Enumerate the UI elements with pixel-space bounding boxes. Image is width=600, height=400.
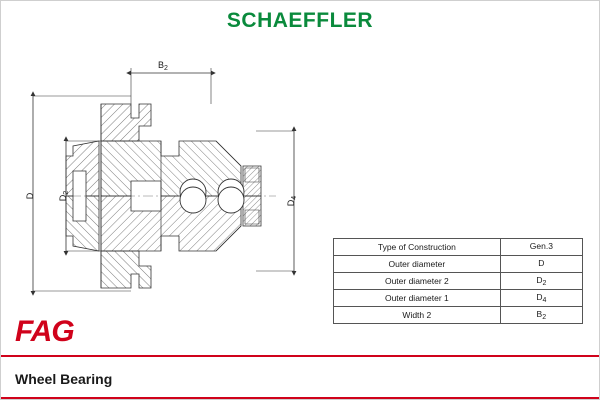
table-row bbox=[334, 256, 583, 273]
table-row bbox=[334, 239, 583, 256]
table-row bbox=[334, 290, 583, 307]
spec-value: D bbox=[500, 256, 582, 273]
specification-table bbox=[333, 238, 583, 324]
spec-label: Type of Construction bbox=[334, 239, 501, 256]
footer-divider-top bbox=[1, 355, 599, 357]
dim-label-d2: $D_2$ bbox=[58, 190, 70, 202]
spec-label: Outer diameter 2 bbox=[334, 273, 501, 290]
wheel-bearing-technical-drawing bbox=[11, 46, 331, 331]
brand-header bbox=[1, 9, 599, 33]
page-title: Wheel Bearing bbox=[15, 371, 113, 387]
dim-label-b2: $B_2$ bbox=[158, 60, 168, 72]
dim-label-d: D bbox=[25, 192, 35, 200]
spec-label: Outer diameter 1 bbox=[334, 290, 501, 307]
table-row bbox=[334, 273, 583, 290]
schaeffler-logo: SCHAEFFLER bbox=[226, 9, 374, 32]
table-row bbox=[334, 307, 583, 324]
spec-value: Gen.3 bbox=[500, 239, 582, 256]
spec-value: $B_2$ bbox=[500, 307, 582, 324]
spec-label: Outer diameter bbox=[334, 256, 501, 273]
footer-divider-bottom bbox=[1, 397, 599, 399]
spec-label: Width 2 bbox=[334, 307, 501, 324]
spec-value: $D_2$ bbox=[500, 273, 582, 290]
spec-value: $D_4$ bbox=[500, 290, 582, 307]
fag-logo: FAG bbox=[15, 315, 74, 348]
dim-label-d4: $D_4$ bbox=[286, 195, 298, 207]
